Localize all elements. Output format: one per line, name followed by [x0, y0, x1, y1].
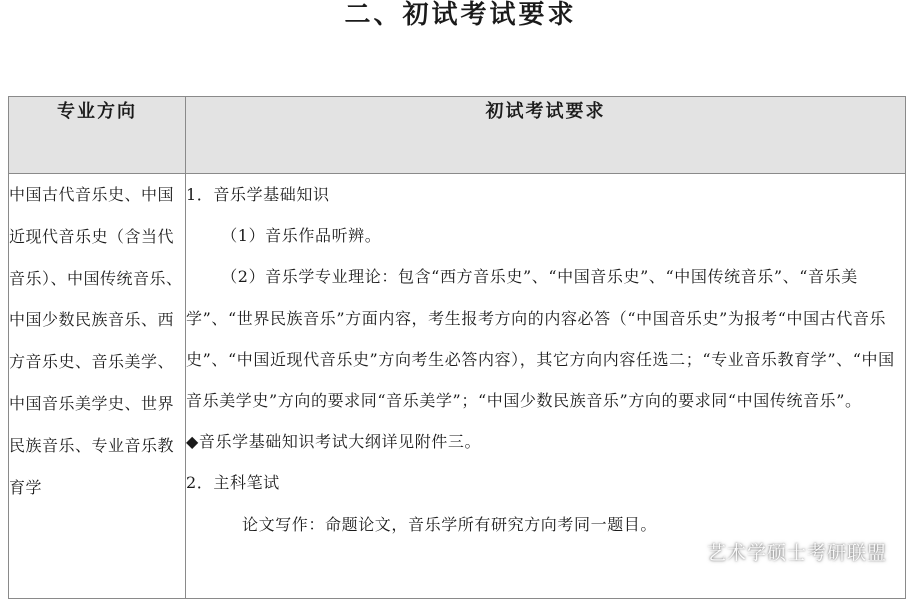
- item1-title: 1．音乐学基础知识: [186, 185, 330, 204]
- table-header-row: [9, 97, 906, 174]
- header-exam-requirements: 初试考试要求: [186, 97, 906, 174]
- watermark: [671, 538, 887, 565]
- watermark-text: 艺术学硕士考研联盟: [706, 542, 887, 564]
- item1-sub1: （1）音乐作品听辨。: [221, 226, 382, 246]
- table-row: [9, 174, 906, 599]
- requirements-cell: [186, 174, 906, 599]
- major-direction-cell: 中国古代音乐史、中国近现代音乐史（含当代音乐）、中国传统音乐、中国少数民族音乐、西方音乐史、音乐美学、中国音乐美学史、世界民族音乐、专业音乐教育学: [9, 174, 186, 599]
- header-major-direction: 专业方向: [9, 97, 186, 174]
- page-title: 二、初试考试要求: [344, 0, 577, 30]
- item2-title: 2．主科笔试: [186, 473, 280, 493]
- wechat-icon: [671, 540, 701, 564]
- item2-essay: 论文写作：命题论文，音乐学所有研究方向考同一题目。: [242, 514, 658, 534]
- exam-requirements-table: [8, 96, 906, 599]
- syllabus-note: ◆音乐学基础知识考试大纲详见附件三。: [186, 432, 482, 452]
- item1-sub2: （2）音乐学专业理论：包含“西方音乐史”、“中国音乐史”、“中国传统音乐”、“音乐美学”、“世界民族音乐”方面内容，考生报考方向的内容必答（“中国音乐史”为报考“中国古代音乐史”、“中国近现代音乐史”方向考生必答内容），其它方向内容任选二；“专业音乐教育学”、“中国音乐美学史”方向的要求同“音乐美学”；“中国少数民族音乐”方向的要求同“中国传统音乐”。: [186, 267, 895, 411]
